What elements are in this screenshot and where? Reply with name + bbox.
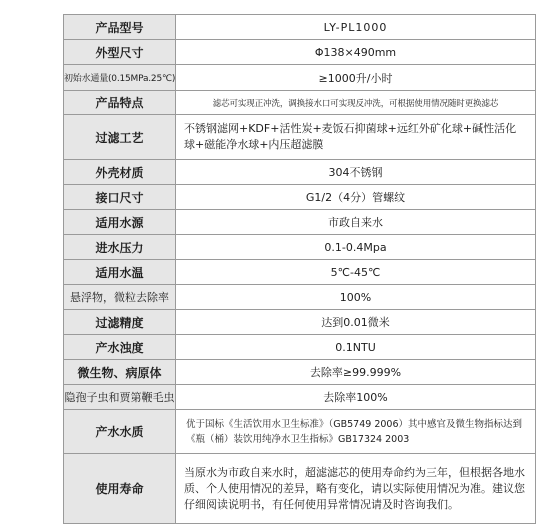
spec-row-water-temperature: [64, 260, 536, 285]
spec-label-filtration-process: 过滤工艺: [64, 115, 176, 160]
product-spec-table: [63, 14, 536, 524]
spec-row-shell-material: [64, 160, 536, 185]
spec-row-cryptosporidium: [64, 385, 536, 410]
spec-label-connector-size: 接口尺寸: [64, 185, 176, 210]
spec-label-suspended-solids: 悬浮物，微粒去除率: [64, 285, 176, 310]
spec-label-water-temperature: 适用水温: [64, 260, 176, 285]
spec-row-inlet-pressure: [64, 235, 536, 260]
spec-label-shell-material: 外壳材质: [64, 160, 176, 185]
spec-row-model: [64, 15, 536, 40]
spec-value-water-temperature: 5℃-45℃: [176, 260, 536, 285]
spec-value-filtration-precision: 达到0.01微米: [176, 310, 536, 335]
spec-label-initial-flux: 初始水通量(0.15MPa.25℃): [64, 65, 176, 91]
spec-value-connector-size: G1/2（4分）管螺纹: [176, 185, 536, 210]
spec-label-service-life: 使用寿命: [64, 454, 176, 524]
spec-row-connector-size: [64, 185, 536, 210]
spec-row-filtration-process: [64, 115, 536, 160]
spec-value-suspended-solids: 100%: [176, 285, 536, 310]
spec-value-water-quality: 优于国标《生活饮用水卫生标准》（GB5749 2006）其中感官及微生物指标达到《瓶（桶）装饮用纯净水卫生指标》GB17324 2003: [176, 410, 536, 454]
spec-label-water-source: 适用水源: [64, 210, 176, 235]
spec-value-filtration-process: 不锈钢滤网+KDF+活性炭+麦饭石抑菌球+远红外矿化球+碱性活化球+磁能净水球+内压超滤膜: [176, 115, 536, 160]
spec-row-dimensions: [64, 40, 536, 65]
spec-row-water-quality: [64, 410, 536, 454]
spec-row-microorganisms: [64, 360, 536, 385]
spec-label-turbidity: 产水浊度: [64, 335, 176, 360]
spec-row-suspended-solids: [64, 285, 536, 310]
spec-label-model: 产品型号: [64, 15, 176, 40]
spec-label-filtration-precision: 过滤精度: [64, 310, 176, 335]
spec-label-features: 产品特点: [64, 91, 176, 115]
spec-value-shell-material: 304不锈钢: [176, 160, 536, 185]
spec-row-water-source: [64, 210, 536, 235]
spec-value-inlet-pressure: 0.1-0.4Mpa: [176, 235, 536, 260]
spec-row-features: [64, 91, 536, 115]
spec-value-microorganisms: 去除率≥99.999%: [176, 360, 536, 385]
spec-label-cryptosporidium: 隐孢子虫和贾第鞭毛虫: [64, 385, 176, 410]
spec-value-initial-flux: ≥1000升/小时: [176, 65, 536, 91]
spec-value-dimensions: Φ138×490mm: [176, 40, 536, 65]
spec-label-microorganisms: 微生物、病原体: [64, 360, 176, 385]
spec-row-filtration-precision: [64, 310, 536, 335]
spec-row-service-life: [64, 454, 536, 524]
spec-value-water-source: 市政自来水: [176, 210, 536, 235]
spec-label-water-quality: 产水水质: [64, 410, 176, 454]
spec-value-turbidity: 0.1NTU: [176, 335, 536, 360]
spec-value-features: 滤芯可实现正冲洗，调换接水口可实现反冲洗，可根据使用情况随时更换滤芯: [176, 91, 536, 115]
spec-value-model: LY-PL1000: [176, 15, 536, 40]
spec-label-dimensions: 外型尺寸: [64, 40, 176, 65]
spec-value-service-life: 当原水为市政自来水时，超滤滤芯的使用寿命约为三年，但根据各地水质、个人使用情况的差异，略有变化，请以实际使用情况为准。建议您仔细阅读说明书，有任何使用异常情况请及时咨询我们。: [176, 454, 536, 524]
spec-label-inlet-pressure: 进水压力: [64, 235, 176, 260]
spec-value-cryptosporidium: 去除率100%: [176, 385, 536, 410]
spec-row-initial-flux: [64, 65, 536, 91]
spec-row-turbidity: [64, 335, 536, 360]
